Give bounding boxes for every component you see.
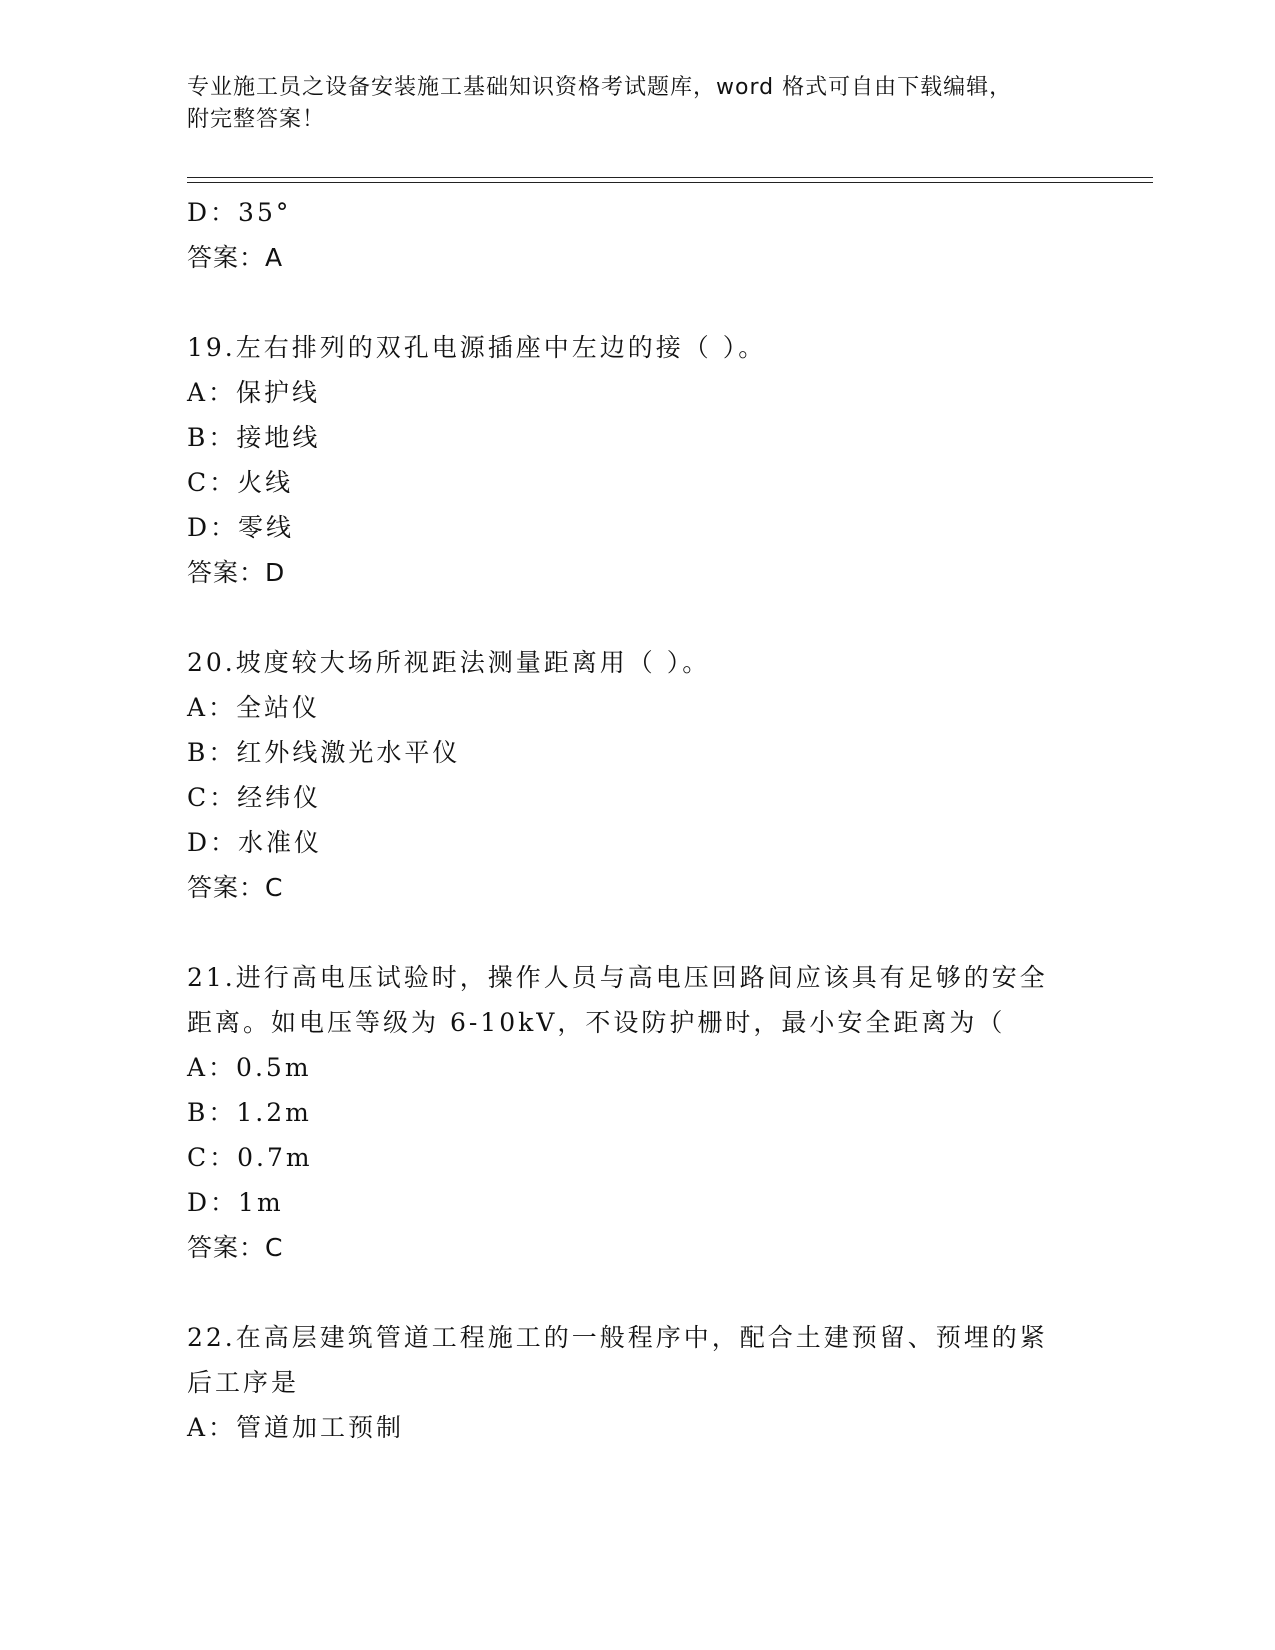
- option-b: B：1.2m: [187, 1098, 312, 1127]
- answer-line: 答案：C: [187, 1233, 284, 1262]
- option-d: D：零线: [187, 513, 295, 542]
- question-19: [187, 325, 1087, 595]
- question-21: [187, 955, 1087, 1270]
- question-text-line-1: 21.进行高电压试验时，操作人员与高电压回路间应该具有足够的安全: [187, 963, 1048, 992]
- option-d: D：水准仪: [187, 828, 323, 857]
- answer-line: 答案：D: [187, 558, 286, 587]
- header-divider-bottom: [187, 182, 1153, 183]
- question-text-line-1: 22.在高层建筑管道工程施工的一般程序中，配合土建预留、预埋的紧: [187, 1323, 1048, 1352]
- option-c: C：0.7m: [187, 1143, 313, 1172]
- option-a: A：全站仪: [187, 693, 321, 722]
- option-c: C：经纬仪: [187, 783, 322, 812]
- option-c: C：火线: [187, 468, 294, 497]
- option-a: A：0.5m: [187, 1053, 312, 1082]
- question-text: 19.左右排列的双孔电源插座中左边的接（ ）。: [187, 333, 767, 362]
- document-header: [187, 72, 1087, 136]
- header-line-1: 专业施工员之设备安装施工基础知识资格考试题库，word 格式可自由下载编辑，: [187, 75, 1013, 100]
- option-b: B：红外线激光水平仪: [187, 738, 461, 767]
- answer-line: 答案：A: [187, 243, 284, 272]
- option-a: A：保护线: [187, 378, 321, 407]
- question-text: 20.坡度较大场所视距法测量距离用（ ）。: [187, 648, 711, 677]
- question-text-line-2: 距离。如电压等级为 6-10kV，不设防护栅时，最小安全距离为（: [187, 1008, 1006, 1037]
- question-20: [187, 640, 1087, 910]
- option-d: D：1m: [187, 1188, 284, 1217]
- question-22: [187, 1315, 1087, 1450]
- option-b: B：接地线: [187, 423, 321, 452]
- question-list: [187, 190, 1087, 1450]
- question-text-line-2: 后工序是: [187, 1368, 300, 1397]
- answer-line: 答案：C: [187, 873, 284, 902]
- header-line-2: 附完整答案！: [187, 107, 326, 132]
- header-divider-top: [187, 177, 1153, 178]
- option-a: A：管道加工预制: [187, 1413, 405, 1442]
- option-d: D：35°: [187, 198, 292, 227]
